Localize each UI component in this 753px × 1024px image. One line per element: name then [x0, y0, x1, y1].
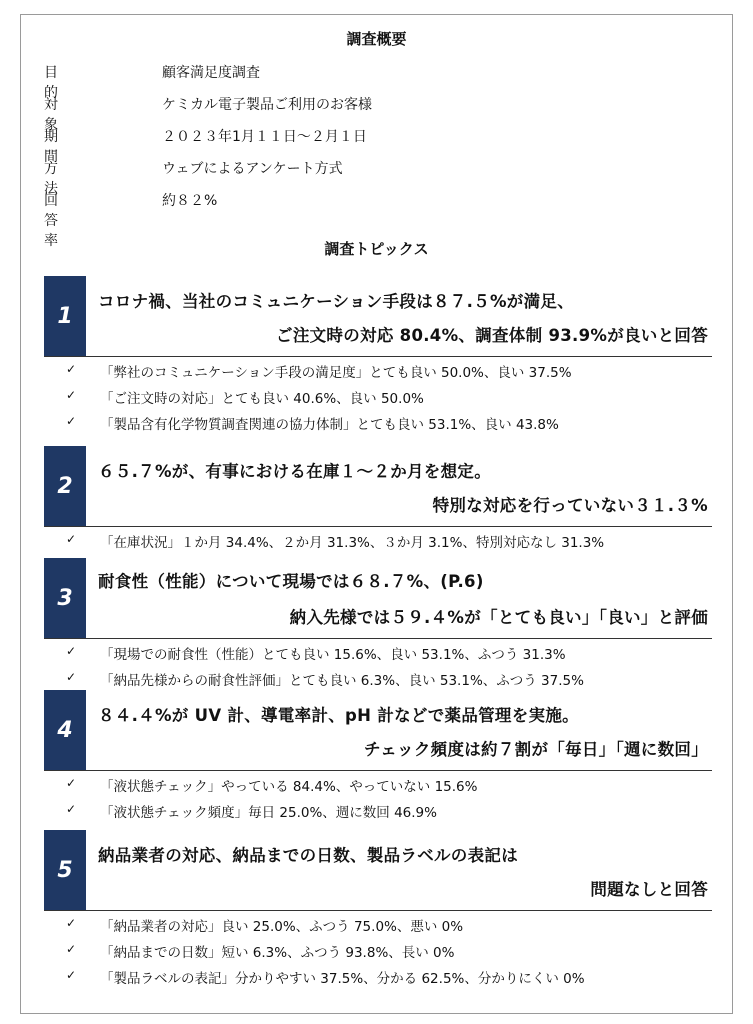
bullet-text: 「製品含有化学物質調査関連の協力体制」とても良い 53.1%、良い 43.8%: [100, 417, 559, 433]
topic-headline-line1: 耐食性（性能）について現場では６８.７%、(P.6): [98, 572, 484, 591]
topic-headline-line2: チェック頻度は約７割が「毎日」「週に数回」: [363, 740, 708, 759]
topic-number: 2: [44, 446, 86, 526]
check-icon: ✓: [66, 942, 77, 956]
overview-key: 期間: [44, 129, 58, 165]
check-icon: ✓: [66, 670, 77, 684]
overview-value: 顧客満足度調査: [162, 65, 260, 81]
topics-title: 調査トピックス: [324, 240, 429, 258]
topic-divider: [44, 638, 712, 639]
check-icon: ✓: [66, 532, 77, 546]
topic-divider: [44, 910, 712, 911]
topic-headline-line1: コロナ禍、当社のコミュニケーション手段は８７.５%が満足、: [98, 292, 575, 311]
topic-number: 3: [44, 558, 86, 638]
bullet-text: 「液状態チェック」やっている 84.4%、やっていない 15.6%: [100, 779, 478, 795]
overview-key: 回答率: [44, 193, 58, 249]
overview-title: 調査概要: [346, 30, 407, 48]
overview-value: ウェブによるアンケート方式: [162, 161, 343, 177]
topic-number: 4: [44, 690, 86, 770]
topic-divider: [44, 770, 712, 771]
bullet-text: 「在庫状況」１か月 34.4%、２か月 31.3%、３か月 3.1%、特別対応なし 31.3%: [100, 535, 605, 551]
topic-headline-line2: 特別な対応を行っていない３１.３%: [432, 496, 708, 515]
overview-key: 目的: [44, 65, 58, 101]
topic-divider: [44, 526, 712, 527]
overview-value: ケミカル電子製品ご利用のお客様: [162, 97, 372, 113]
bullet-text: 「納品までの日数」短い 6.3%、ふつう 93.8%、長い 0%: [100, 945, 455, 961]
check-icon: ✓: [66, 362, 77, 376]
bullet-text: 「納品先様からの耐食性評価」とても良い 6.3%、良い 53.1%、ふつう 37.5%: [100, 673, 584, 689]
check-icon: ✓: [66, 802, 77, 816]
check-icon: ✓: [66, 916, 77, 930]
check-icon: ✓: [66, 644, 77, 658]
bullet-text: 「ご注文時の対応」とても良い 40.6%、良い 50.0%: [100, 391, 424, 407]
check-icon: ✓: [66, 388, 77, 402]
topic-number: 5: [44, 830, 86, 910]
topic-headline-line2: 問題なしと回答: [590, 880, 708, 899]
topic-divider: [44, 356, 712, 357]
overview-key: 対象: [44, 97, 58, 133]
check-icon: ✓: [66, 414, 77, 428]
bullet-text: 「製品ラベルの表記」分かりやすい 37.5%、分かる 62.5%、分かりにくい 0%: [100, 971, 585, 987]
check-icon: ✓: [66, 968, 77, 982]
topic-headline-line2: ご注文時の対応 80.4%、調査体制 93.9%が良いと回答: [276, 326, 708, 345]
overview-value: ２０２３年1月１１日～２月１日: [162, 129, 367, 145]
topic-headline-line1: 納品業者の対応、納品までの日数、製品ラベルの表記は: [98, 846, 518, 865]
topic-headline-line1: ６５.７%が、有事における在庫１～２か月を想定。: [98, 462, 491, 481]
bullet-text: 「現場での耐食性（性能）とても良い 15.6%、良い 53.1%、ふつう 31.3%: [100, 647, 566, 663]
topic-number: 1: [44, 276, 86, 356]
topic-headline-line2: 納入先様では５９.４%が「とても良い」「良い」と評価: [289, 608, 708, 627]
topic-headline-line1: ８４.４%が UV 計、導電率計、pH 計などで薬品管理を実施。: [98, 706, 579, 725]
check-icon: ✓: [66, 776, 77, 790]
overview-key: 方法: [44, 161, 58, 197]
overview-value: 約８２%: [162, 193, 218, 209]
bullet-text: 「液状態チェック頻度」毎日 25.0%、週に数回 46.9%: [100, 805, 437, 821]
bullet-text: 「納品業者の対応」良い 25.0%、ふつう 75.0%、悪い 0%: [100, 919, 464, 935]
bullet-text: 「弊社のコミュニケーション手段の満足度」とても良い 50.0%、良い 37.5%: [100, 365, 572, 381]
